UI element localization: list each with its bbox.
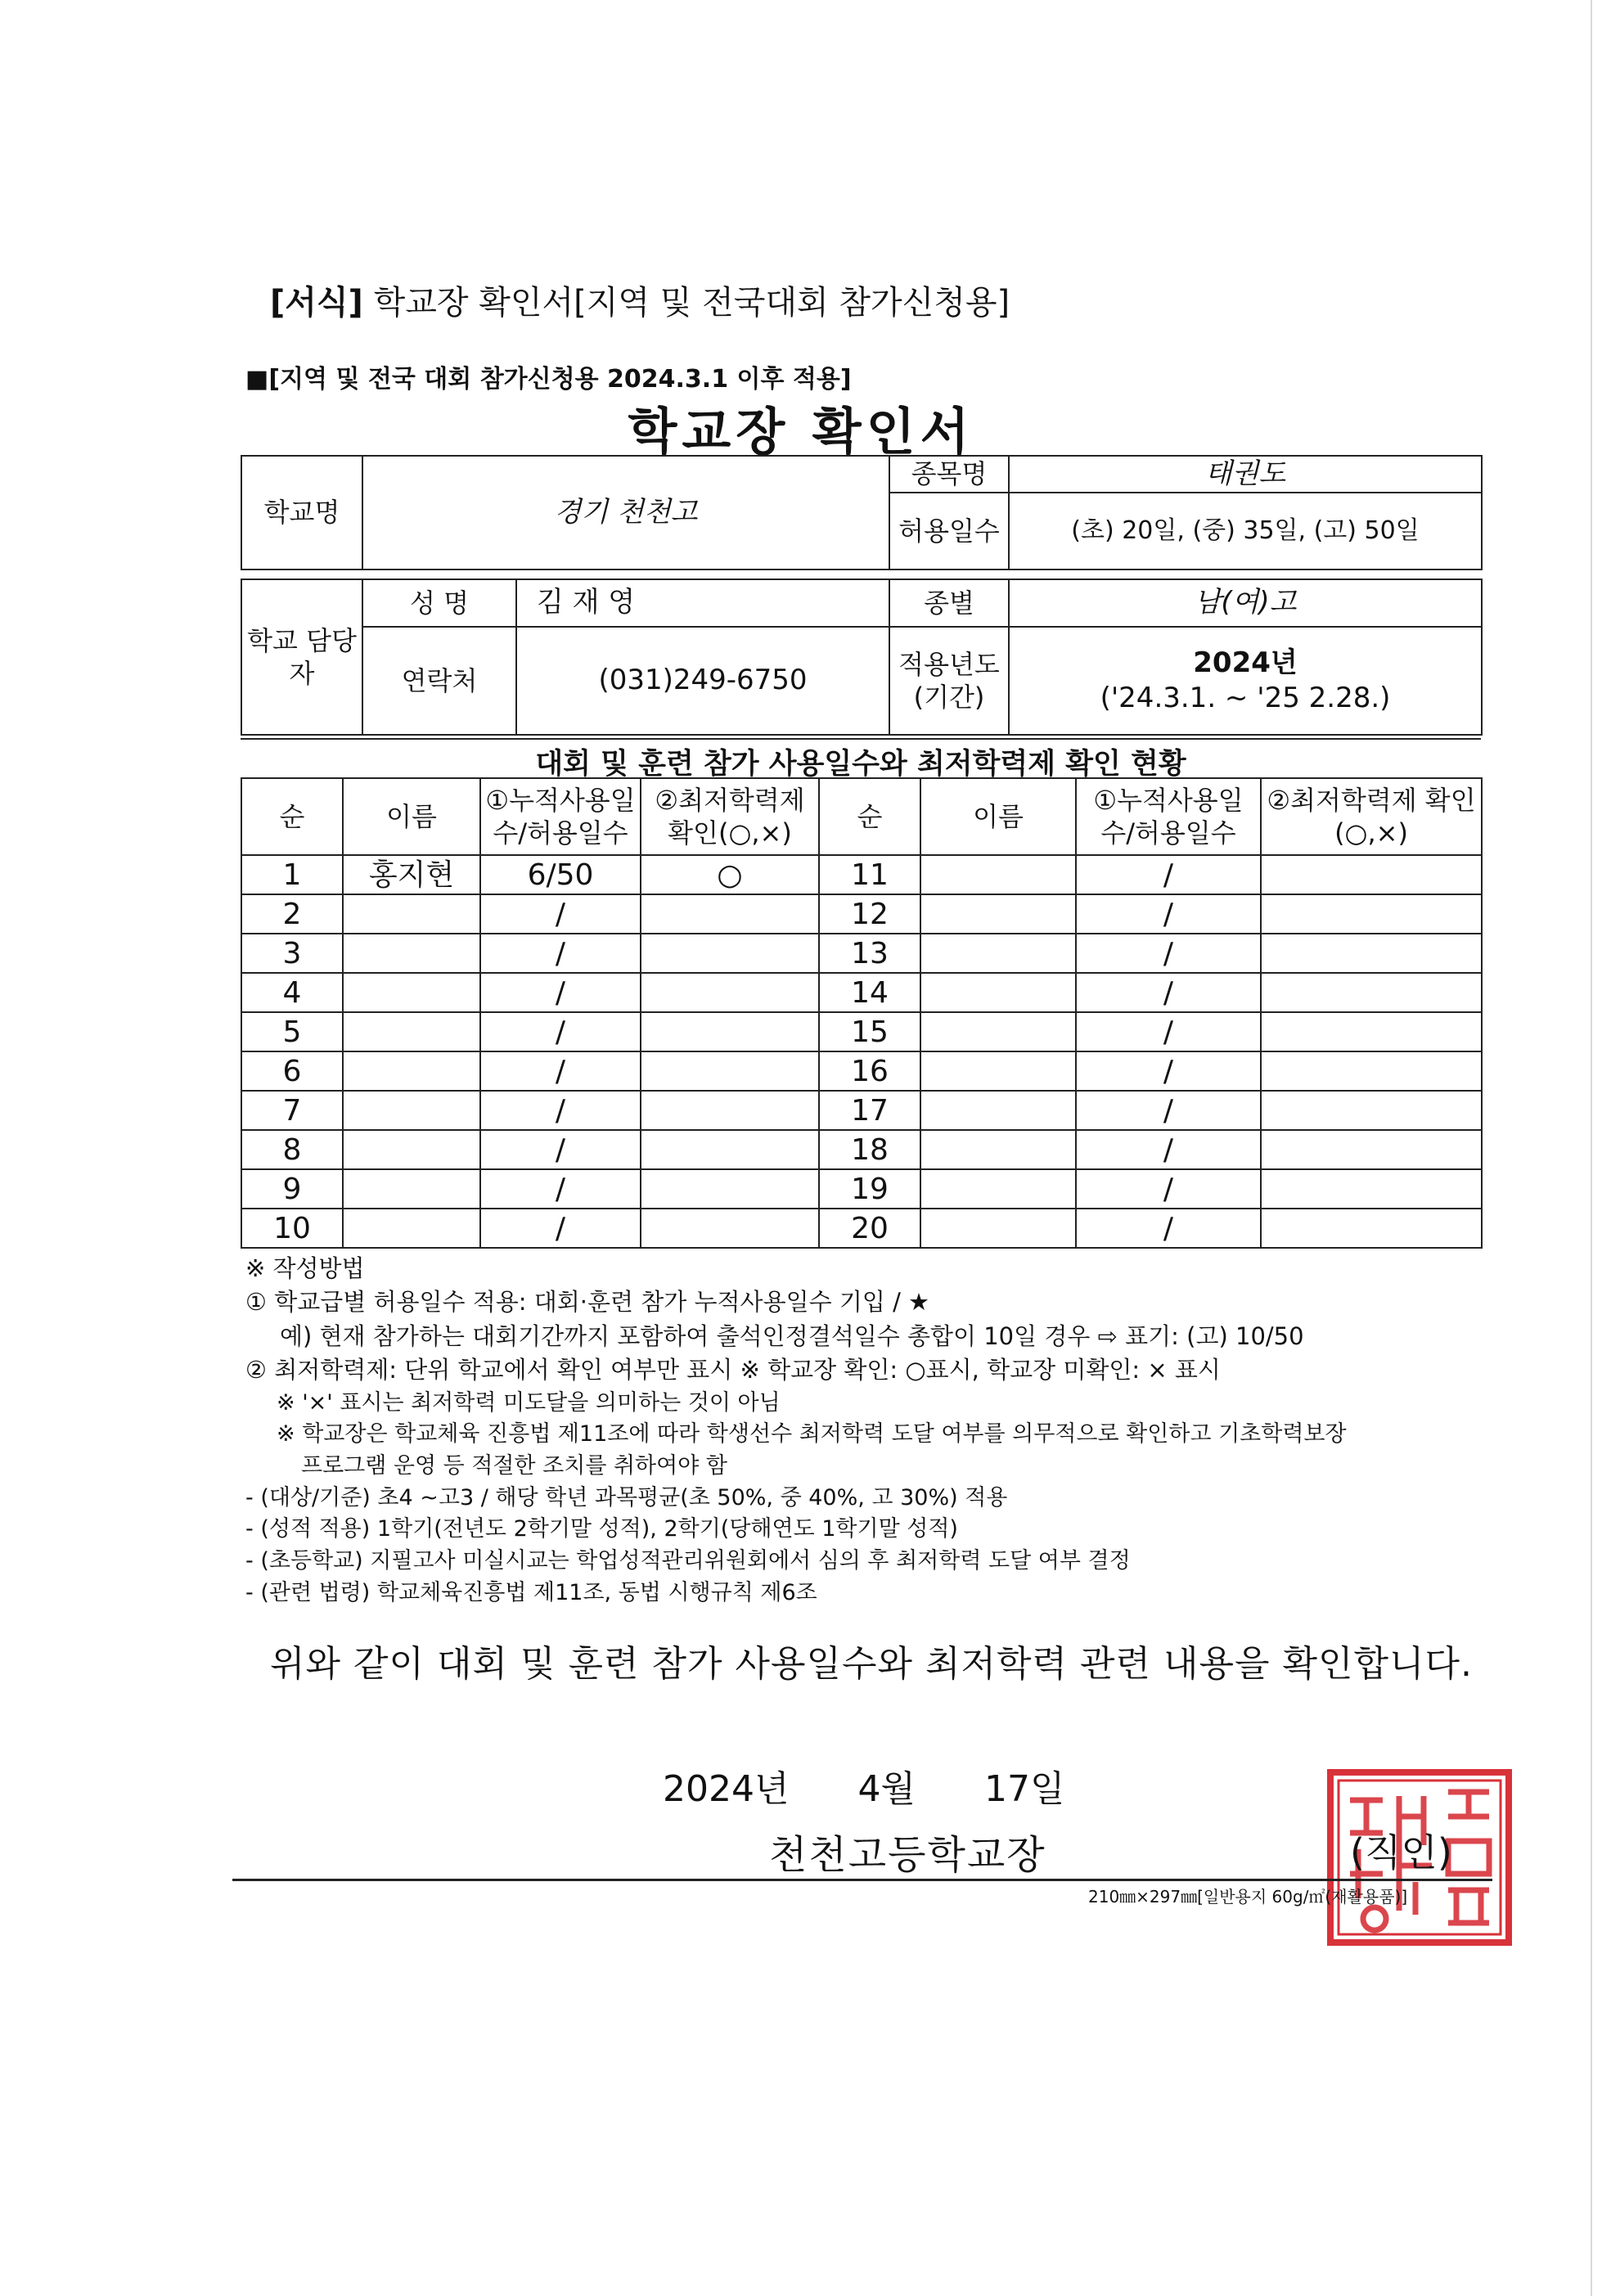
cell-no: 15 <box>819 1012 920 1051</box>
col-name: 이름 <box>920 778 1076 855</box>
confirm-statement: 위와 같이 대회 및 훈련 참가 사용일수와 최저학력 관련 내용을 확인합니다. <box>270 1643 1473 1685</box>
cell-name <box>920 1091 1076 1130</box>
school-label: 학교명 <box>241 456 362 569</box>
note-2-b: ※ 학교장은 학교체육 진흥법 제11조에 따라 학생선수 최저학력 도달 여부를 의무적으로 확인하고 기초학력보장 <box>277 1421 1347 1447</box>
form-label: [서식] <box>270 284 363 322</box>
doc-title: 학교장 확인서 <box>628 402 974 461</box>
contact-value: (031)249-6750 <box>516 627 889 735</box>
cell-check <box>1261 934 1482 973</box>
cell-no: 14 <box>819 973 920 1012</box>
cell-check <box>1261 1091 1482 1130</box>
cell-check <box>641 1012 819 1051</box>
table-row <box>241 1209 1482 1248</box>
col-days: ①누적사용일수/허용일수 <box>1076 778 1261 855</box>
year-value: 2024년 <box>1193 646 1298 679</box>
event-value: 태권도 <box>1009 456 1482 493</box>
cell-name <box>343 1169 480 1209</box>
note-d3: - (초등학교) 지필고사 미실시교는 학업성적관리위원회에서 심의 후 최저학력 도달 여부 결정 <box>245 1547 1131 1573</box>
cell-no: 4 <box>241 973 343 1012</box>
cell-check <box>641 894 819 934</box>
cell-days: / <box>480 1209 641 1248</box>
cell-days: / <box>1076 894 1261 934</box>
cell-no: 7 <box>241 1091 343 1130</box>
note-1-example: 예) 현재 참가하는 대회기간까지 포함하여 출석인정결석일수 총합이 10일 경우 ⇨ 표기: (고) 10/50 <box>280 1321 1304 1350</box>
cell-name <box>343 1130 480 1169</box>
name-value: 김 재 영 <box>516 579 889 627</box>
cell-days: / <box>480 894 641 934</box>
gender-value: 남(여)고 <box>1009 579 1482 627</box>
table-row <box>241 1130 1482 1169</box>
cell-no: 10 <box>241 1209 343 1248</box>
table-row <box>241 855 1482 894</box>
form-title: 학교장 확인서[지역 및 전국대회 참가신청용] <box>373 284 1010 322</box>
col-check: ②최저학력제 확인(○,×) <box>641 778 819 855</box>
cell-name <box>920 1012 1076 1051</box>
paper-spec: 210㎜×297㎜[일반용지 60g/㎡(재활용품)] <box>1088 1887 1408 1907</box>
table-row <box>241 1051 1482 1091</box>
cell-check <box>641 1209 819 1248</box>
col-no: 순 <box>241 778 343 855</box>
cell-days: / <box>1076 855 1261 894</box>
cell-name <box>920 855 1076 894</box>
principal-title: 천천고등학교장 <box>769 1832 1046 1878</box>
cell-days: / <box>1076 934 1261 973</box>
cell-no: 9 <box>241 1169 343 1209</box>
cell-no: 20 <box>819 1209 920 1248</box>
note-2: ② 최저학력제: 단위 학교에서 확인 여부만 표시 ※ 학교장 확인: ○표시, 학교장 미확인: × 표시 <box>245 1356 1221 1384</box>
name-label: 성 명 <box>362 579 516 627</box>
cell-check: ○ <box>641 855 819 894</box>
cell-no: 16 <box>819 1051 920 1091</box>
col-check: ②최저학력제 확인(○,×) <box>1261 778 1482 855</box>
usage-header-row <box>241 778 1482 855</box>
table-row <box>241 973 1482 1012</box>
page-edge <box>1591 0 1592 2296</box>
cell-days: / <box>480 1091 641 1130</box>
cell-no: 12 <box>819 894 920 934</box>
notes-heading: ※ 작성방법 <box>245 1254 365 1282</box>
period-value: ('24.3.1. ~ '25 2.28.) <box>1100 681 1391 714</box>
cell-name <box>343 894 480 934</box>
year-label: 적용년도 (기간) <box>889 627 1009 735</box>
school-value: 경기 천천고 <box>362 456 889 569</box>
cell-check <box>1261 1169 1482 1209</box>
form-header <box>270 277 1010 323</box>
table-row <box>241 934 1482 973</box>
cell-check <box>1261 973 1482 1012</box>
usage-table <box>241 777 1483 1249</box>
allowed-value: (초) 20일, (중) 35일, (고) 50일 <box>1009 493 1482 569</box>
note-2-a: ※ '×' 표시는 최저학력 미도달을 의미하는 것이 아님 <box>277 1389 781 1416</box>
cell-days: / <box>1076 1012 1261 1051</box>
year-cell <box>1009 627 1482 735</box>
cell-name <box>920 1209 1076 1248</box>
note-d1: - (대상/기준) 초4 ~고3 / 해당 학년 과목평균(초 50%, 중 40%, 고 30%) 적용 <box>245 1484 1008 1510</box>
allowed-label: 허용일수 <box>889 493 1009 569</box>
cell-name <box>343 1051 480 1091</box>
cell-name <box>343 1091 480 1130</box>
cell-name <box>920 1051 1076 1091</box>
cell-name <box>343 934 480 973</box>
cell-days: / <box>480 1169 641 1209</box>
cell-days: / <box>1076 1091 1261 1130</box>
cell-days: / <box>480 1051 641 1091</box>
cell-no: 6 <box>241 1051 343 1091</box>
cell-days: / <box>480 1012 641 1051</box>
col-days: ①누적사용일수/허용일수 <box>480 778 641 855</box>
cell-no: 8 <box>241 1130 343 1169</box>
date-month: 4월 <box>857 1768 916 1810</box>
cell-days: / <box>480 973 641 1012</box>
cell-no: 19 <box>819 1169 920 1209</box>
cell-name <box>920 1169 1076 1209</box>
cell-check <box>1261 1012 1482 1051</box>
issue-date <box>663 1759 1064 1812</box>
cell-days: / <box>1076 1130 1261 1169</box>
cell-check <box>1261 1130 1482 1169</box>
cell-no: 11 <box>819 855 920 894</box>
cell-name <box>920 1130 1076 1169</box>
cell-days: / <box>1076 1169 1261 1209</box>
cell-days: / <box>1076 1051 1261 1091</box>
table-row <box>241 1012 1482 1051</box>
cell-name <box>343 1012 480 1051</box>
date-year: 2024년 <box>663 1768 790 1810</box>
col-no: 순 <box>819 778 920 855</box>
cell-name <box>920 934 1076 973</box>
section-title: 대회 및 훈련 참가 사용일수와 최저학력제 확인 현황 <box>241 738 1481 782</box>
gender-label: 종별 <box>889 579 1009 627</box>
instructions <box>245 1252 1522 1609</box>
cell-no: 5 <box>241 1012 343 1051</box>
cell-check <box>1261 1209 1482 1248</box>
date-day: 17일 <box>983 1768 1065 1810</box>
cell-name: 홍지현 <box>343 855 480 894</box>
cell-days: / <box>480 1130 641 1169</box>
staff-label: 학교 담당자 <box>241 579 362 735</box>
contact-label: 연락처 <box>362 627 516 735</box>
bottom-rule <box>232 1879 1492 1881</box>
cell-check <box>641 1130 819 1169</box>
cell-check <box>641 1091 819 1130</box>
cell-check <box>1261 855 1482 894</box>
cell-days: 6/50 <box>480 855 641 894</box>
cell-name <box>343 973 480 1012</box>
cell-no: 1 <box>241 855 343 894</box>
cell-check <box>641 934 819 973</box>
note-1: ① 학교급별 허용일수 적용: 대회·훈련 참가 누적사용일수 기입 / ★ <box>245 1288 930 1317</box>
cell-check <box>641 1051 819 1091</box>
cell-no: 2 <box>241 894 343 934</box>
cell-check <box>1261 894 1482 934</box>
cell-days: / <box>1076 1209 1261 1248</box>
cell-check <box>641 973 819 1012</box>
applies-note: ■[지역 및 전국 대회 참가신청용 2024.3.1 이후 적용] <box>245 365 852 394</box>
col-name: 이름 <box>343 778 480 855</box>
cell-name <box>920 894 1076 934</box>
cell-no: 17 <box>819 1091 920 1130</box>
cell-days: / <box>480 934 641 973</box>
cell-name <box>343 1209 480 1248</box>
note-d2: - (성적 적용) 1학기(전년도 2학기말 성적), 2학기(당해연도 1학기말 성적) <box>245 1516 958 1542</box>
cell-no: 3 <box>241 934 343 973</box>
cell-check <box>1261 1051 1482 1091</box>
table-row <box>241 1169 1482 1209</box>
cell-no: 13 <box>819 934 920 973</box>
info-table <box>241 455 1483 736</box>
table-row <box>241 894 1482 934</box>
note-2-b2: 프로그램 운영 등 적절한 조치를 취하여야 함 <box>301 1453 727 1479</box>
note-d4: - (관련 법령) 학교체육진흥법 제11조, 동법 시행규칙 제6조 <box>245 1579 817 1605</box>
cell-no: 18 <box>819 1130 920 1169</box>
cell-check <box>641 1169 819 1209</box>
cell-name <box>920 973 1076 1012</box>
event-label: 종목명 <box>889 456 1009 493</box>
cell-days: / <box>1076 973 1261 1012</box>
table-row <box>241 1091 1482 1130</box>
seal-label: (직인) <box>1350 1830 1452 1875</box>
